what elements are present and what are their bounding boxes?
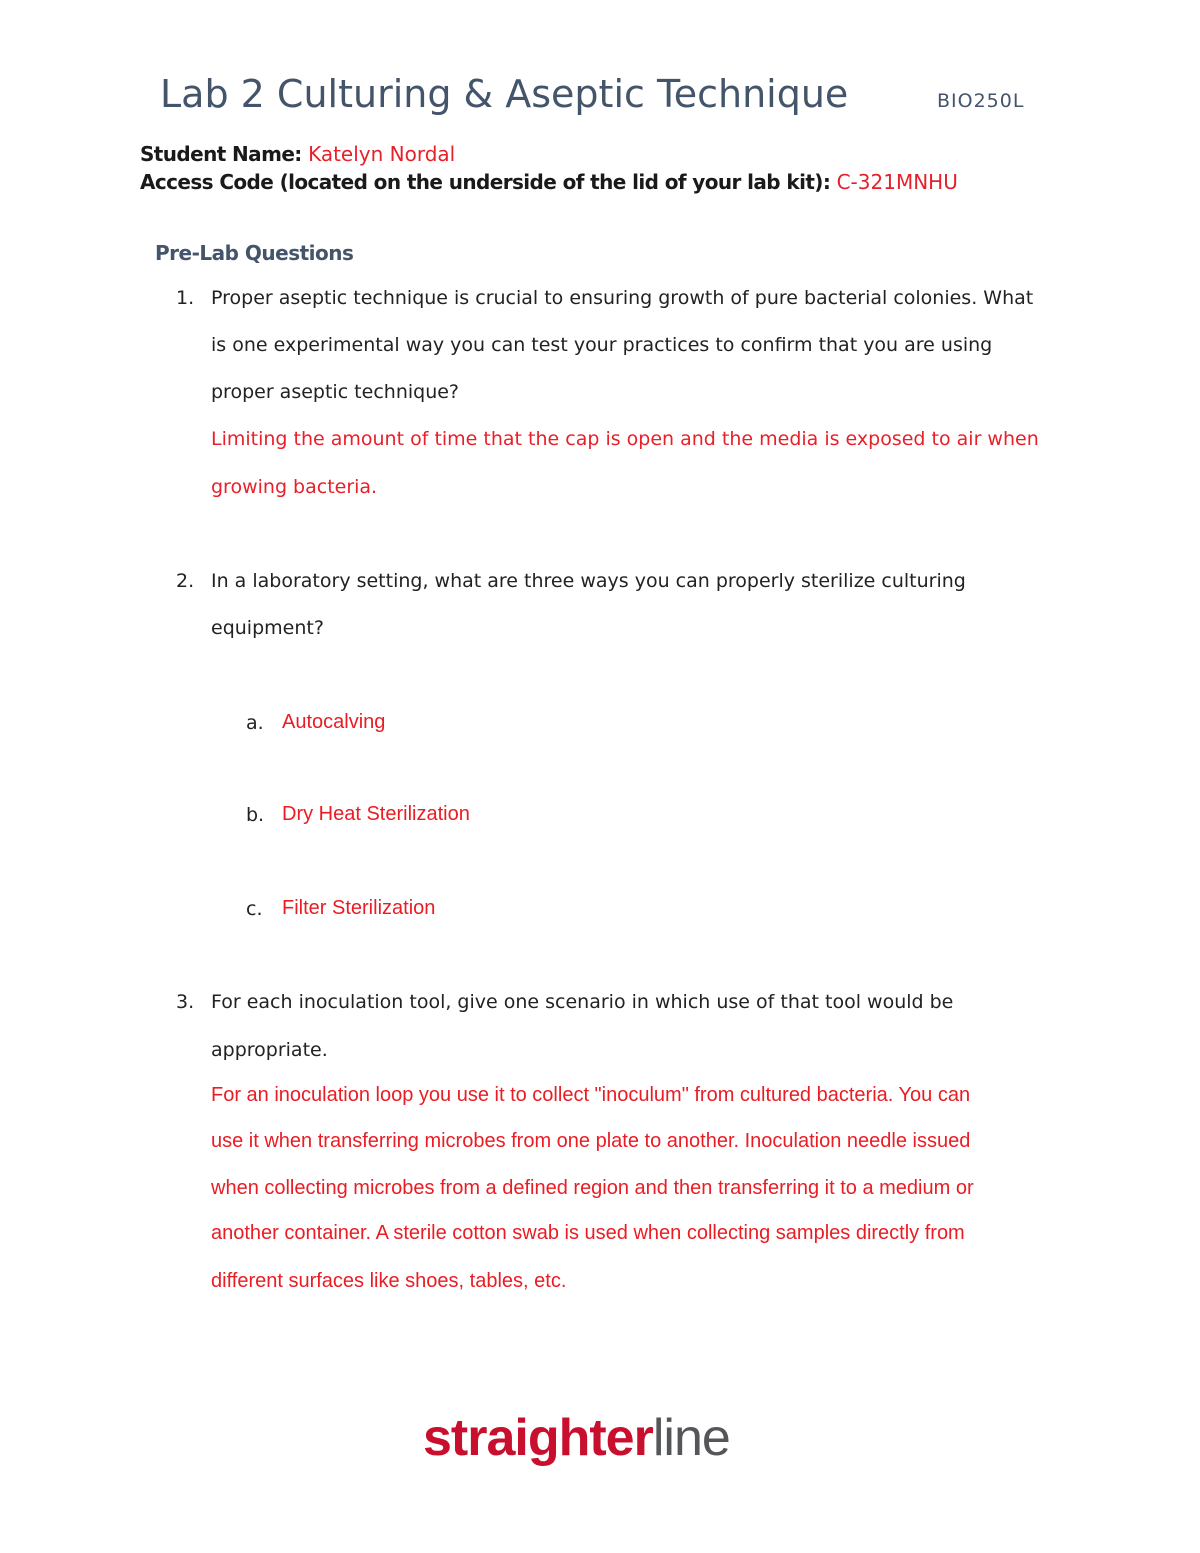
- access-code-line: Access Code (located on the underside of the lid of your lab kit): C-321MNHU: [140, 170, 958, 194]
- logo-text-secondary: line: [652, 1409, 730, 1467]
- section-title: Pre-Lab Questions: [155, 241, 354, 265]
- question-1-line: proper aseptic technique?: [211, 381, 460, 403]
- course-code: BIO250L: [937, 90, 1025, 112]
- answer-3-line: another container. A sterile cotton swab is used when collecting samples directly from: [211, 1222, 965, 1244]
- question-3-line: appropriate.: [211, 1039, 328, 1061]
- list-marker: a.: [246, 712, 264, 734]
- straighterline-logo: [423, 1408, 730, 1468]
- question-3-number: 3.: [176, 991, 195, 1013]
- question-1-line: Proper aseptic technique is crucial to ensuring growth of pure bacterial colonies. What: [211, 287, 1034, 309]
- student-name-line: Student Name: Katelyn Nordal: [140, 142, 456, 166]
- answer-3-line: when collecting microbes from a defined region and then transferring it to a medium or: [211, 1177, 974, 1199]
- question-3-line: For each inoculation tool, give one scenario in which use of that tool would be: [211, 991, 954, 1013]
- logo-text-primary: straighter: [423, 1409, 653, 1467]
- access-code-value: C-321MNHU: [836, 170, 958, 194]
- question-1-line: is one experimental way you can test your practices to confirm that you are using: [211, 334, 993, 356]
- answer-2-item: Dry Heat Sterilization: [282, 803, 470, 825]
- answer-3-line: For an inoculation loop you use it to collect "inoculum" from cultured bacteria. You can: [211, 1084, 971, 1106]
- question-2-line: equipment?: [211, 617, 324, 639]
- question-2-line: In a laboratory setting, what are three ways you can properly sterilize culturing: [211, 570, 966, 592]
- answer-1-line: Limiting the amount of time that the cap is open and the media is exposed to air when: [211, 428, 1039, 450]
- access-code-label: Access Code (located on the underside of the lid of your lab kit): [140, 170, 823, 194]
- answer-2-item: Filter Sterilization: [282, 897, 436, 919]
- student-name-value: Katelyn Nordal: [308, 142, 456, 166]
- question-2-number: 2.: [176, 570, 195, 592]
- answer-1-line: growing bacteria.: [211, 476, 378, 498]
- list-marker: c.: [246, 898, 263, 920]
- list-marker: b.: [246, 804, 265, 826]
- answer-3-line: use it when transferring microbes from one plate to another. Inoculation needle issued: [211, 1130, 971, 1152]
- question-1-number: 1.: [176, 287, 195, 309]
- answer-2-item: Autocalving: [282, 711, 386, 733]
- page-title: Lab 2 Culturing & Aseptic Technique: [160, 72, 849, 116]
- student-name-label: Student Name: [140, 142, 295, 166]
- answer-3-line: different surfaces like shoes, tables, etc.: [211, 1270, 567, 1292]
